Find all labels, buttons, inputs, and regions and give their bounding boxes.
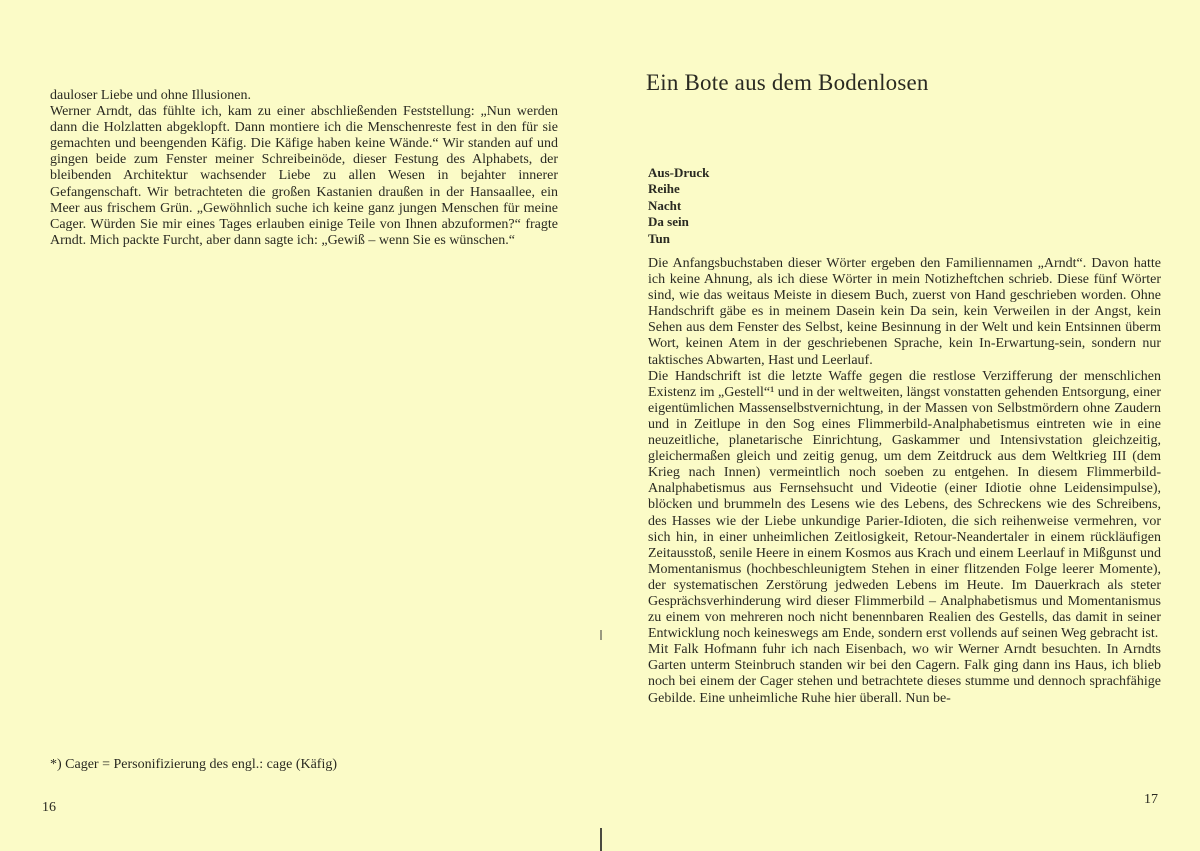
gutter-line [600,828,602,851]
acrostic-word: Tun [648,230,670,246]
right-paragraph: Die Handschrift ist die letzte Waffe gegen die restlose Verzifferung der menschlichen Existenz im „Gestell“¹ und in der weltweiten, längst vonstatten gehenden Entsorgung, einer eigentümlichen Massenselbstvernichtung, in der Massen von Selbstmördern ohne Zaudern und in Zeitlupe in den Sog eines Flimmerbild-Analphabetismus eintreten wie in eine neuzeitliche, planetarische Einrichtung, Gaskammer und Intensivstation gleichzeitig, gleichermaßen gleich und zeitig genug, um dem Zeitdruck aus dem Weltkrieg III (dem Krieg nach Innen) vermeintlich noch soeben zu entgehen. In diesem Flimmerbild-Analphabetismus aus Fernsehsucht und Videotie (einer Idiotie ohne Leidensimpulse), blöcken und brummeln des Lesens wie des Lebens, des Schreckens wie des Schreibens, des Hasses wie der Liebe unkundige Parier-Idioten, die sich reihenweise vermehren, vor sich hin, in einer unheimlichen Zeitlosigkeit, Retour-Neandertaler in einem rückläufigen Zeitausstoß, senile Heere in einem Kosmos aus Krach und einem Leerlauf in Mißgunst und Momentanismus (hochbeschleunigtem Stehen in einer flitzenden Folge leerer Momente), der systematischen Zerstörung jedweden Lebens im Heute. Im Dauerkrach als steter Gesprächsverhinderung wird dieser Flimmerbild – Analphabetismus und Momentanismus zu einem von mehreren noch nicht benennbaren Realien des Gestells, das damit in seiner Entwicklung noch keineswegs am Ende, sondern erst vollends auf seinen Weg gebracht ist. [648,368,1161,642]
footnote: *) Cager = Personifizierung des engl.: cage (Käfig) [50,757,338,772]
right-paragraph: Die Anfangsbuchstaben dieser Wörter ergeben den Familiennamen „Arndt“. Davon hatte ich keine Ahnung, als ich diese Wörter in mein Notizheftchen schrieb. Diese fünf Wörter sind, wie das weitaus Meiste in diesem Buch, zuerst von Hand geschrieben worden. Ohne Handschrift gäbe es in meinem Dasein kein Da sein, kein Verweilen in der Angst, kein Sehen aus dem Fenster des Selbst, keine Besinnung in der Welt und kein Entsinnen überm Wort, keinen Atem in der geschriebenen Sprache, kein In-Erwartung-sein, sondern nur taktisches Abwarten, Hast und Leerlauf. [648,256,1161,368]
left-paragraph: Werner Arndt, das fühlte ich, kam zu einer abschließenden Feststellung: „Nun werden dann die Holzlatten abgeklopft. Dann montiere ich die Menschenreste fest in den für sie gemachten und beengenden Käfig. Die Käfige haben keine Wände.“ Wir standen auf und gingen beide zum Fenster meiner Schreibeinöde, dieser Festung des Alphabets, der bleibenden Architektur wachsender Liebe zu allen Wesen in bejahter innerer Gefangenschaft. Wir betrachteten die großen Kastanien draußen in der Hansaallee, ein Meer aus frischem Grün. „Gewöhnlich suche ich keine ganz jungen Menschen für meine Cager. Würden Sie mir eines Tages erlauben einige Teile von Ihnen abzuformen?“ fragte Arndt. Mich packte Furcht, aber dann sagte ich: „Gewiß – wenn Sie es wünschen.“ [50,104,558,248]
gutter-mark [600,630,602,640]
acrostic-list [648,165,709,247]
acrostic-word: Reihe [648,181,680,197]
right-page [606,0,1200,851]
page-number-left: 16 [42,800,56,815]
left-paragraph: dauloser Liebe und ohne Illusionen. [50,88,252,103]
right-paragraph: Mit Falk Hofmann fuhr ich nach Eisenbach, wo wir Werner Arndt besuchten. In Arndts Garten unterm Steinbruch standen wir bei den Cagern. Falk ging dann ins Haus, ich blieb noch bei einem der Cager stehen und betrachtete dieses stumme und dennoch sprachfähige Gebilde. Eine unheimliche Ruhe hier überall. Nun be- [648,642,1161,706]
right-body-text [648,256,1161,707]
acrostic-word: Nacht [648,197,682,213]
chapter-title: Ein Bote aus dem Bodenlosen [646,70,929,95]
left-body-text [50,88,558,249]
acrostic-word: Aus-Druck [648,165,710,180]
page-number-right: 17 [1144,792,1158,807]
acrostic-word: Da sein [648,214,689,230]
